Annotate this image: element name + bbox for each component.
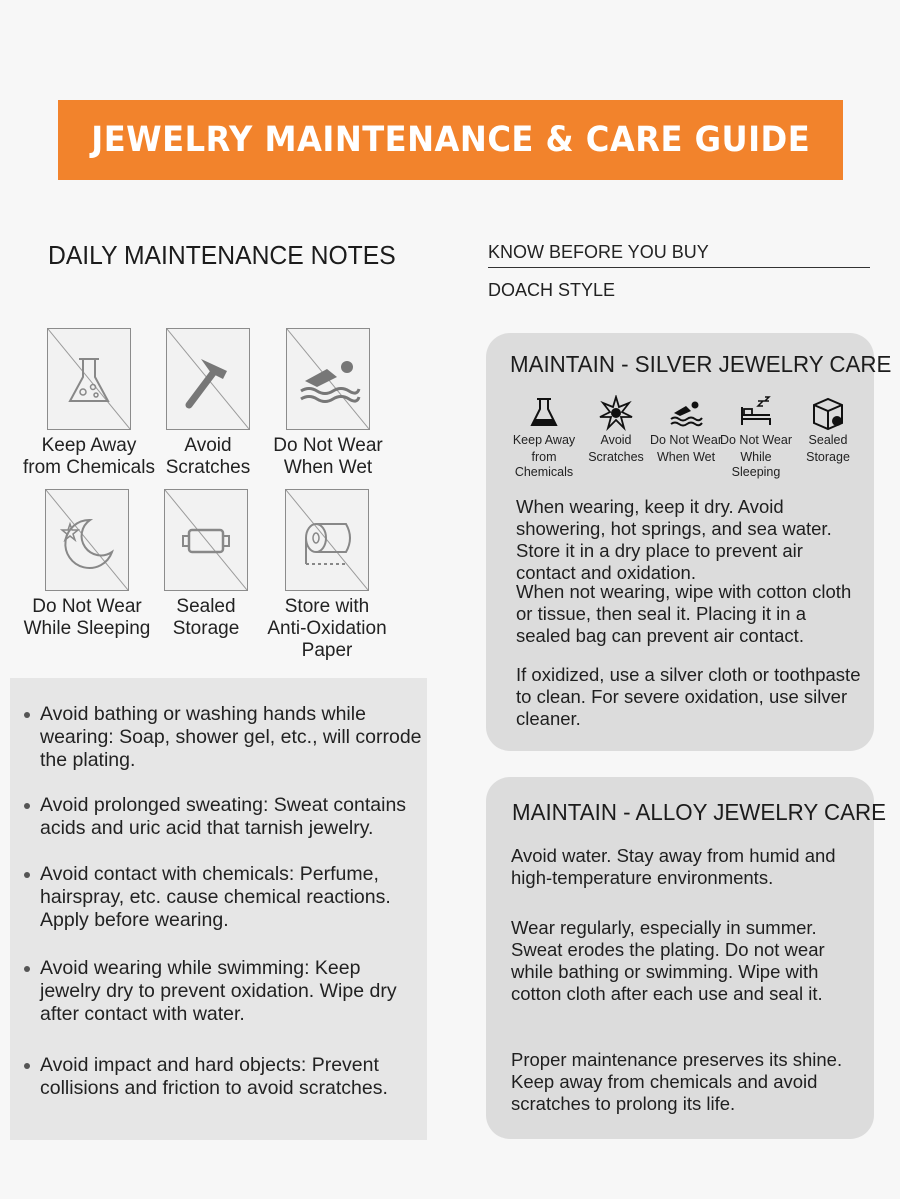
title-banner	[58, 100, 843, 180]
mini-icon-wet	[648, 395, 724, 465]
moon-icon	[45, 489, 129, 591]
mini-icon-sealed	[790, 395, 866, 465]
mini-label: Do Not Wear	[719, 433, 792, 447]
icon-label-line: Do Not Wear	[32, 596, 142, 617]
mini-label: Scratches	[588, 450, 644, 464]
alloy-paragraph: Proper maintenance preserves its shine. Keep away from chemicals and avoid scratches to prolong its life.	[511, 1049, 843, 1114]
silver-paragraph: When not wearing, wipe with cotton cloth or tissue, then seal it. Placing it in a sealed bag can prevent air contact.	[516, 581, 852, 646]
icon-label-line: from Chemicals	[23, 457, 155, 478]
icon-label-line: Keep Away	[41, 435, 137, 456]
icon-label-line: Avoid	[184, 435, 232, 456]
box-icon	[164, 489, 248, 591]
mini-label: When Wet	[656, 450, 716, 464]
silver-care-card	[486, 333, 892, 751]
list-item: Avoid prolonged sweating: Sweat contains acids and uric acid that tarnish jewelry.	[40, 794, 425, 840]
mini-icon-scratches	[578, 395, 654, 465]
alloy-care-title: MAINTAIN - ALLOY JEWELRY CARE	[512, 799, 887, 825]
know-before-you-buy: KNOW BEFORE YOU BUY	[488, 242, 709, 262]
silver-paragraph: If oxidized, use a silver cloth or toothpaste to clean. For severe oxidation, use silver cleaner.	[516, 664, 861, 729]
list-item: Avoid contact with chemicals: Perfume, hairspray, etc. cause chemical reactions. Apply before wearing.	[40, 863, 425, 932]
icon-card-wet	[258, 328, 398, 479]
mini-label: Do Not Wear	[649, 433, 722, 447]
mini-label: Avoid	[600, 433, 632, 447]
alloy-care-card	[486, 777, 887, 1139]
icon-label-line: Do Not Wear	[273, 435, 383, 456]
mini-label: Sealed	[808, 433, 848, 447]
icon-label-line: Scratches	[165, 457, 251, 478]
alloy-paragraph: Avoid water. Stay away from humid and high-temperature environments.	[511, 845, 836, 888]
mini-icon-chemicals	[506, 395, 582, 480]
mini-label: While Sleeping	[731, 450, 781, 479]
icon-label-line: Store with	[284, 596, 370, 617]
daily-maintenance-title: DAILY MAINTENANCE NOTES	[48, 240, 396, 270]
icon-label-line: When Wet	[283, 457, 373, 478]
icon-label-line: Anti-Oxidation	[267, 618, 387, 639]
icon-label-line: Sealed	[176, 596, 236, 617]
icon-label-line: While Sleeping	[23, 618, 151, 639]
silver-paragraph: When wearing, keep it dry. Avoid showering, hot springs, and sea water. Store it in a dry place to prevent air contact and oxidation.	[516, 496, 832, 583]
list-item: Avoid impact and hard objects: Prevent collisions and friction to avoid scratches.	[40, 1054, 425, 1100]
icon-card-anti-oxidation	[257, 489, 397, 662]
flask-icon	[47, 328, 131, 430]
box-icon	[810, 395, 846, 431]
divider	[488, 267, 870, 268]
scratch-icon	[598, 395, 634, 431]
alloy-paragraph: Wear regularly, especially in summer. Sweat erodes the plating. Do not wear while bathing or swimming. Wipe with cotton cloth after each use and seal it.	[511, 917, 825, 1004]
icon-label-line: Storage	[172, 618, 240, 639]
silver-icon-row	[502, 395, 862, 479]
icon-label-line: Paper	[301, 640, 353, 661]
mini-label: Storage	[806, 450, 850, 464]
paper-roll-icon	[285, 489, 369, 591]
page-title: JEWELRY MAINTENANCE & CARE GUIDE	[91, 120, 810, 160]
mini-icon-sleeping	[718, 395, 794, 480]
mini-label: Keep Away	[512, 433, 576, 447]
hammer-icon	[166, 328, 250, 430]
brand-name: DOACH STYLE	[488, 280, 616, 300]
mini-label: from Chemicals	[514, 450, 574, 479]
swimmer-icon	[286, 328, 370, 430]
flask-icon	[526, 395, 562, 431]
daily-notes-panel	[10, 678, 427, 1140]
list-item: Avoid wearing while swimming: Keep jewelry dry to prevent oxidation. Wipe dry after contact with water.	[40, 957, 425, 1026]
icon-card-scratches	[138, 328, 278, 479]
icon-card-sealed	[136, 489, 276, 640]
list-item: Avoid bathing or washing hands while wearing: Soap, shower gel, etc., will corrode the plating.	[40, 703, 425, 772]
swimmer-icon	[668, 395, 704, 431]
silver-care-title: MAINTAIN - SILVER JEWELRY CARE	[510, 351, 892, 377]
sleep-icon	[738, 395, 774, 431]
